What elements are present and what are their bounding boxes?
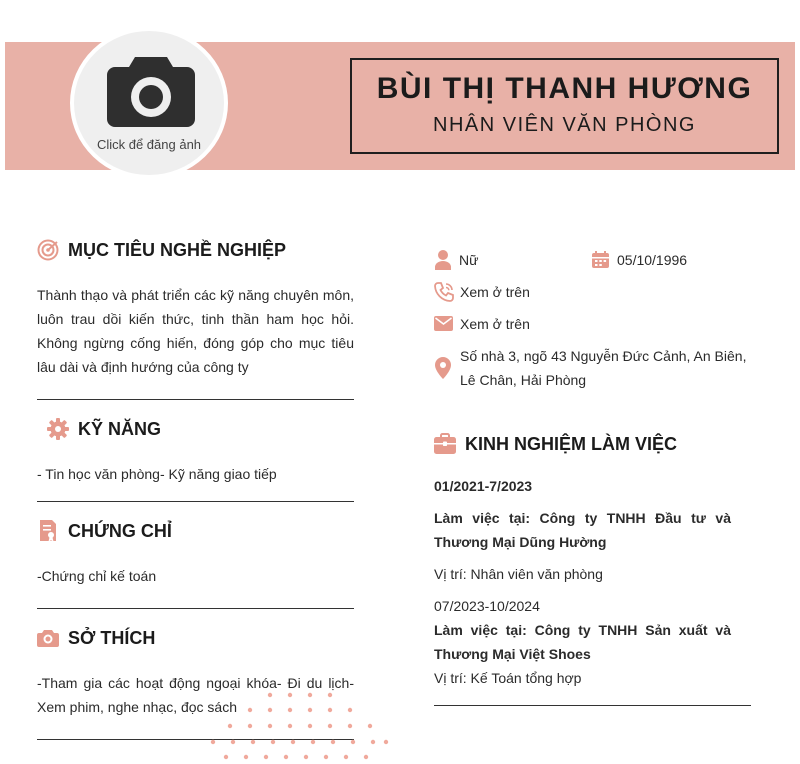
certificates-text: -Chứng chỉ kế toán <box>37 568 157 584</box>
job-position: Vị trí: Kế Toán tổng hợp <box>434 670 582 686</box>
skills-text: - Tin học văn phòng- Kỹ năng giao tiếp <box>37 466 277 482</box>
phone-value: Xem ở trên <box>460 284 530 300</box>
target-icon <box>37 239 59 261</box>
objective-title: MỤC TIÊU NGHỀ NGHIỆP <box>68 240 287 260</box>
email-icon <box>434 315 453 332</box>
experience-title: KINH NGHIỆM LÀM VIỆC <box>465 434 678 454</box>
job-position: Vị trí: Nhân viên văn phòng <box>434 566 603 582</box>
divider <box>434 705 751 706</box>
divider <box>37 608 354 609</box>
photo-caption: Click để đăng ảnh <box>96 137 202 152</box>
certificates-title: CHỨNG CHỈ <box>68 521 172 541</box>
job-period: 01/2021-7/2023 <box>434 478 533 494</box>
avatar-upload[interactable] <box>70 27 228 179</box>
divider <box>37 399 354 400</box>
email-value: Xem ở trên <box>460 316 530 332</box>
hobbies-text: -Tham gia các hoạt động ngoại khóa- Đi du lịch- Xem phim, nghe nhạc, đọc sách <box>37 675 354 715</box>
camera-hobby-icon <box>37 628 59 648</box>
hobbies-title: SỞ THÍCH <box>68 628 156 648</box>
objective-text: Thành thạo và phát triển các kỹ năng chuyên môn, luôn trau dồi kiến thức, tinh thần ham học hỏi. Không ngừng cống hiến, đóng góp cho mục tiêu lâu dài và định hướng của công ty <box>37 287 354 375</box>
job-period: 07/2023-10/2024 <box>434 598 540 614</box>
address-value: Số nhà 3, ngõ 43 Nguyễn Đức Cảnh, An Biên, Lê Chân, Hải Phòng <box>460 348 747 388</box>
gear-icon <box>46 417 70 441</box>
full-name: BÙI THỊ THANH HƯƠNG <box>376 72 753 105</box>
briefcase-icon <box>434 433 456 455</box>
birthday-value: 05/10/1996 <box>617 252 688 268</box>
gender-value: Nữ <box>459 252 479 268</box>
location-pin-icon <box>435 357 451 379</box>
decorative-dots <box>208 690 390 762</box>
phone-icon <box>434 282 454 302</box>
divider <box>37 501 354 502</box>
certificate-icon <box>38 519 58 543</box>
job-title: NHÂN VIÊN VĂN PHÒNG <box>433 114 696 136</box>
skills-title: KỸ NĂNG <box>78 419 162 439</box>
job-workplace: Làm việc tại: Công ty TNHH Đầu tư và Thương Mại Dũng Hường <box>434 510 731 550</box>
calendar-icon <box>591 250 610 269</box>
person-icon <box>434 249 452 271</box>
name-box <box>350 58 779 154</box>
camera-icon <box>105 53 197 133</box>
job-workplace: Làm việc tại: Công ty TNHH Sản xuất và Thương Mại Việt Shoes <box>434 622 731 662</box>
